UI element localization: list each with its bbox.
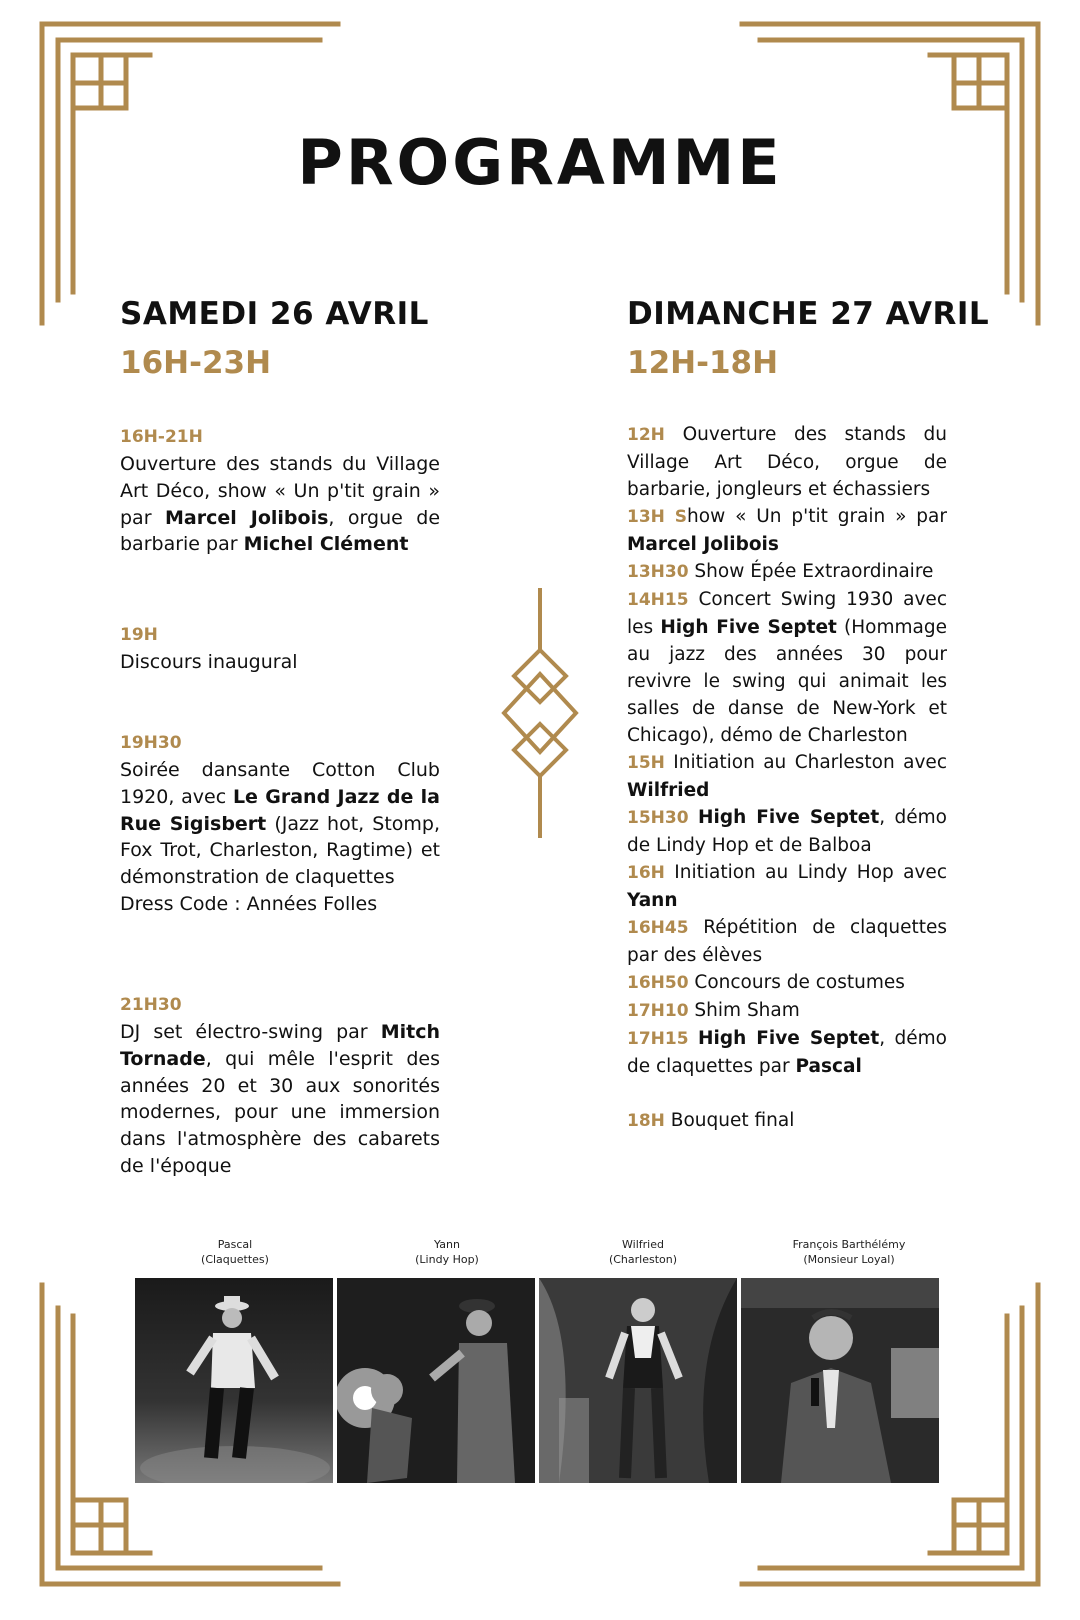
diamond-divider (504, 588, 576, 838)
schedule-item: 14H15 Concert Swing 1930 avec les High Five Septet (Hommage au jazz des années 30 pour revivre le swing qui animait les salles de danse de New-York et Chicago), démo de Charleston (627, 589, 947, 746)
schedule-item: 17H15 High Five Septet, démo de claquettes par Pascal (627, 1028, 947, 1077)
photo-wilfried (539, 1278, 737, 1483)
schedule-item: 15H30 High Five Septet, démo de Lindy Hop et de Balboa (627, 807, 947, 856)
schedule-slot (120, 424, 440, 622)
photo-label-yann: Yann (Lindy Hop) (415, 1238, 479, 1266)
photo-pascal (135, 1278, 333, 1483)
schedule-item: 16H45 Répétition de claquettes par des élèves (627, 917, 947, 966)
sunday-hours: 12H-18H (627, 345, 779, 381)
photo-label-pascal: Pascal (Claquettes) (201, 1238, 269, 1266)
schedule-item: 18H Bouquet final (627, 1110, 795, 1131)
saturday-hours: 16H-23H (120, 345, 272, 381)
slot-time: 21H30 (120, 995, 182, 1015)
photo-label-francois: François Barthélémy (Monsieur Loyal) (792, 1238, 906, 1266)
schedule-item: 15H Initiation au Charleston avec Wilfried (627, 752, 947, 801)
schedule-item: 13H30 Show Épée Extraordinaire (627, 561, 934, 582)
sunday-schedule (627, 421, 947, 1135)
slot-time: 19H (120, 625, 158, 645)
photo-francois (741, 1278, 939, 1483)
schedule-item: 13H Show « Un p'tit grain » par Marcel Jolibois (627, 506, 947, 555)
saturday-schedule (120, 424, 440, 1180)
dress-code: Dress Code : Années Folles (120, 892, 378, 915)
slot-text: Ouverture des stands du Village Art Déco, show « Un p'tit grain » par Marcel Jolibois, orgue de barbarie par Michel Clément (120, 453, 441, 556)
schedule-slot (120, 622, 440, 730)
slot-text: Soirée dansante Cotton Club 1920, avec Le Grand Jazz de la Rue Sigisbert (Jazz hot, Stomp, Fox Trot, Charleston, Ragtime) et démonstration de claquettes (120, 759, 441, 889)
slot-time: 19H30 (120, 733, 182, 753)
saturday-day: SAMEDI 26 AVRIL (120, 296, 429, 332)
slot-time: 16H-21H (120, 427, 203, 447)
slot-text: DJ set électro-swing par Mitch Tornade, qui mêle l'esprit des années 20 et 30 aux sonorités modernes, pour une immersion dans l'atmosphère des cabarets de l'époque (120, 1021, 440, 1177)
photo-yann (337, 1278, 535, 1483)
schedule-item: 17H10 Shim Sham (627, 1000, 800, 1021)
schedule-item: 16H Initiation au Lindy Hop avec Yann (627, 862, 947, 911)
page-title: PROGRAMME (297, 126, 783, 199)
schedule-item: 12H Ouverture des stands du Village Art Déco, orgue de barbarie, jongleurs et échassiers (627, 424, 947, 500)
schedule-item: 16H50 Concours de costumes (627, 972, 905, 993)
photo-label-wilfried: Wilfried (Charleston) (608, 1238, 678, 1266)
schedule-slot (120, 730, 440, 992)
schedule-slot (120, 992, 440, 1180)
sunday-day: DIMANCHE 27 AVRIL (627, 296, 990, 332)
slot-text: Discours inaugural (120, 651, 298, 673)
